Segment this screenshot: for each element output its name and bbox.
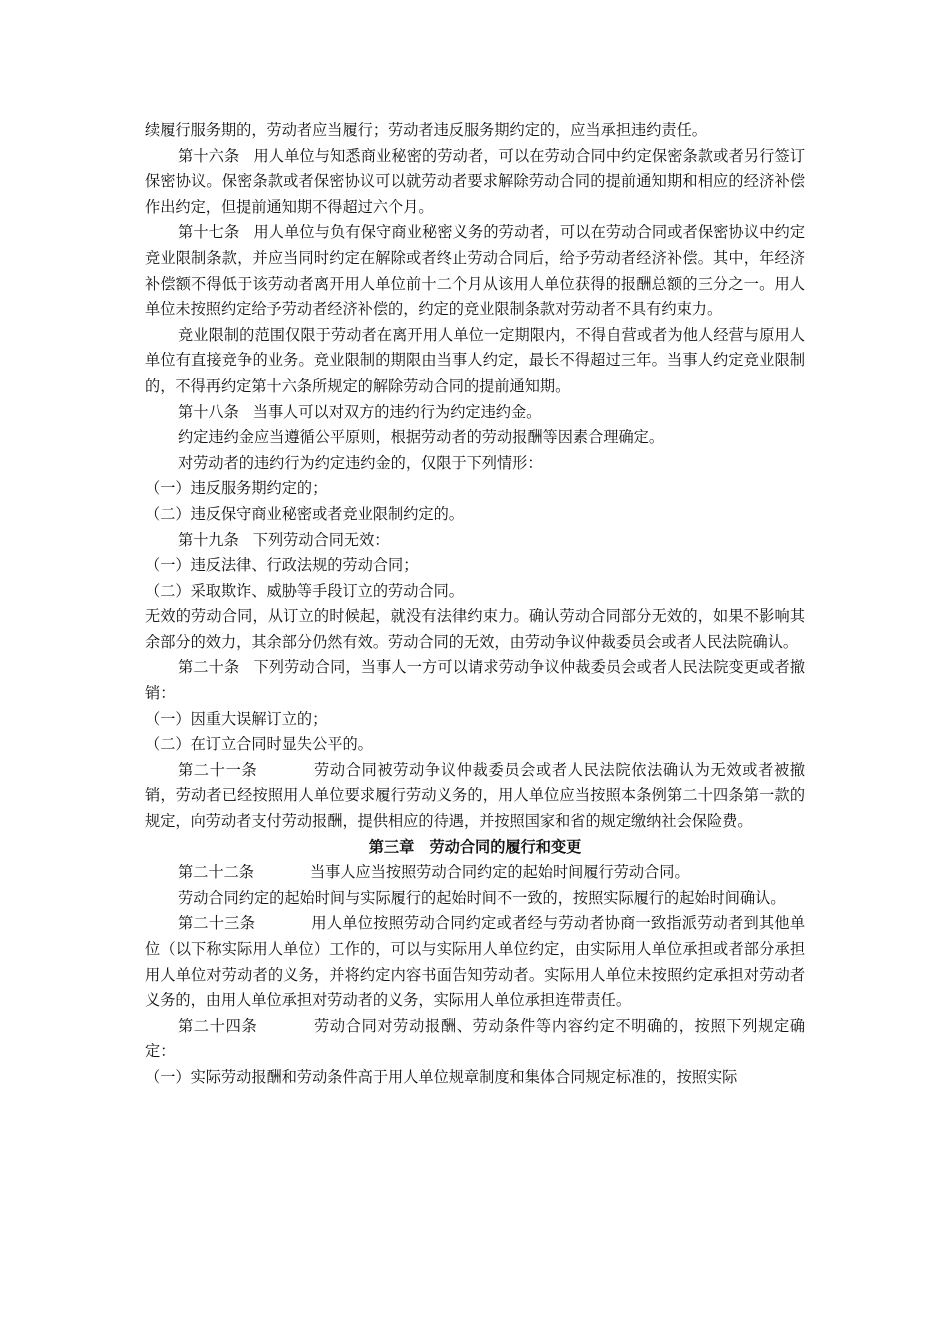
- paragraph-text: 下列劳动合同无效：: [252, 530, 390, 549]
- paragraph-text: 当事人可以对双方的违约行为约定违约金。: [252, 402, 542, 421]
- article-paragraph: [145, 528, 805, 554]
- paragraph-text: 劳动合同约定的起始时间与实际履行的起始时间不一致的，按照实际履行的起始时间确认。: [178, 888, 786, 907]
- paragraph-text: （一）因重大误解订立的；: [145, 709, 328, 728]
- article-number: 第二十一条: [178, 760, 258, 779]
- paragraph-text: 用人单位与负有保守商业秘密义务的劳动者，可以在劳动合同或者保密协议中约定竞业限制条款，并应当同时约定在解除或者终止劳动合同后，给予劳动者经济补偿。其中，年经济补偿额不得低于该劳动者离开用人单位前十二个月从该用人单位获得的报酬总额的三分之一。用人单位未按照约定给予劳动者经济补偿的，约定的竞业限制条款对劳动者不具有约束力。: [145, 223, 806, 319]
- article-paragraph: [145, 144, 805, 221]
- paragraph: [145, 732, 805, 758]
- article-paragraph: [145, 1014, 805, 1065]
- article-number: 第二十二条: [178, 863, 254, 882]
- paragraph: [145, 604, 805, 655]
- paragraph: [145, 886, 805, 912]
- article-paragraph: [145, 400, 805, 426]
- paragraph-text: 用人单位按照劳动合同约定或者经与劳动者协商一致指派劳动者到其他单位（以下称实际用人单位）工作的，可以与实际用人单位约定，由实际用人单位承担或者部分承担用人单位对劳动者的义务，并将约定内容书面告知劳动者。实际用人单位未按照约定承担对劳动者义务的，由用人单位承担对劳动者的义务，实际用人单位承担连带责任。: [145, 914, 806, 1010]
- chapter-title: 第三章 劳动合同的履行和变更: [368, 837, 582, 856]
- paragraph-text: （二）采取欺诈、威胁等手段订立的劳动合同。: [145, 581, 464, 600]
- paragraph: [145, 323, 805, 400]
- paragraph-text: （一）实际劳动报酬和劳动条件高于用人单位规章制度和集体合同规定标准的，按照实际: [145, 1067, 738, 1086]
- paragraph-text: 竞业限制的范围仅限于劳动者在离开用人单位一定期限内，不得自营或者为他人经营与原用人单位有直接竞争的业务。竞业限制的期限由当事人约定，最长不得超过三年。当事人约定竞业限制的，不得再约定第十六条所规定的解除劳动合同的提前通知期。: [145, 325, 805, 395]
- article-number: 第二十三条: [178, 914, 256, 933]
- paragraph-text: 用人单位与知悉商业秘密的劳动者，可以在劳动合同中约定保密条款或者另行签订保密协议。保密条款或者保密协议可以就劳动者要求解除劳动合同的提前通知期和相应的经济补偿作出约定，但提前通知期不得超过六个月。: [145, 146, 806, 216]
- paragraph: [145, 707, 805, 733]
- article-number: 第二十四条: [178, 1016, 258, 1035]
- paragraph: [145, 553, 805, 579]
- article-paragraph: [145, 655, 805, 706]
- article-number: 第十六条: [178, 146, 240, 165]
- paragraph-text: （一）违反法律、行政法规的劳动合同；: [145, 556, 419, 575]
- article-number: 第十九条: [178, 530, 239, 549]
- document-body: [145, 118, 805, 835]
- article-paragraph: [145, 911, 805, 1013]
- paragraph-text: 对劳动者的违约行为约定违约金的，仅限于下列情形：: [178, 453, 543, 472]
- paragraph: [145, 1065, 805, 1091]
- article-paragraph: [145, 860, 805, 886]
- paragraph: [145, 579, 805, 605]
- paragraph-text: 续履行服务期的，劳动者应当履行；劳动者违反服务期约定的，应当承担违约责任。: [145, 121, 707, 139]
- article-number: 第十七条: [178, 223, 240, 242]
- paragraph: [145, 476, 805, 502]
- document-page: [145, 118, 805, 1091]
- paragraph: [145, 451, 805, 477]
- paragraph-text: 当事人应当按照劳动合同约定的起始时间履行劳动合同。: [309, 863, 690, 882]
- paragraph: [145, 425, 805, 451]
- paragraph-text: 下列劳动合同，当事人一方可以请求劳动争议仲裁委员会或者人民法院变更或者撤销：: [145, 658, 806, 703]
- paragraph-text: （二）在订立合同时显失公平的。: [145, 735, 373, 754]
- paragraph: [145, 118, 805, 144]
- paragraph-text: 约定违约金应当遵循公平原则，根据劳动者的劳动报酬等因素合理确定。: [178, 428, 664, 447]
- paragraph-text: 无效的劳动合同，从订立的时候起，就没有法律约束力。确认劳动合同部分无效的，如果不影响其余部分的效力，其余部分仍然有效。劳动合同的无效，由劳动争议仲裁委员会或者人民法院确认。: [145, 607, 805, 651]
- paragraph-text: （一）违反服务期约定的；: [145, 479, 328, 498]
- paragraph-text: 劳动合同对劳动报酬、劳动条件等内容约定不明确的，按照下列规定确定：: [145, 1016, 806, 1061]
- paragraph-text: 劳动合同被劳动争议仲裁委员会或者人民法院依法确认为无效或者被撤销，劳动者已经按照用人单位要求履行劳动义务的，用人单位应当按照本条例第二十四条第一款的规定，向劳动者支付劳动报酬，提供相应的待遇，并按照国家和省的规定缴纳社会保险费。: [145, 760, 806, 831]
- paragraph: [145, 502, 805, 528]
- article-number: 第十八条: [178, 402, 239, 421]
- article-paragraph: [145, 220, 805, 322]
- paragraph-text: （二）违反保守商业秘密或者竞业限制约定的。: [145, 504, 464, 523]
- article-paragraph: [145, 758, 805, 835]
- chapter-body: [145, 860, 805, 1090]
- article-number: 第二十条: [178, 658, 240, 677]
